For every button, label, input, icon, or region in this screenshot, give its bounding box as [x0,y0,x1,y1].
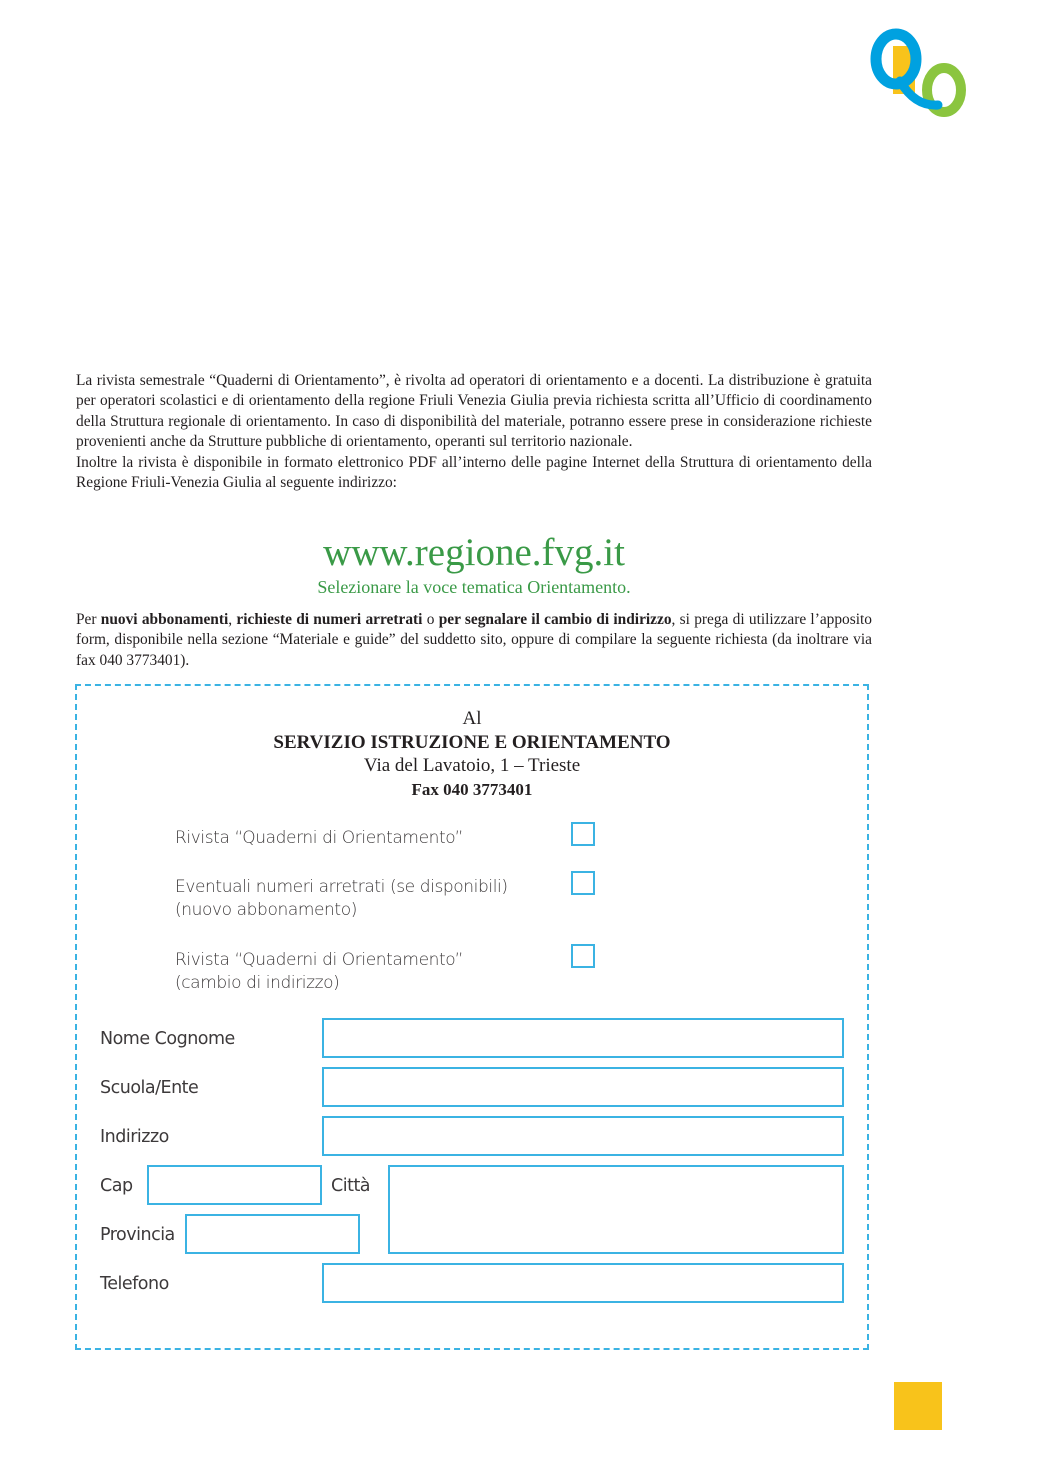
phone-label: Telefono [100,1274,169,1294]
option-label-address-change [175,949,463,995]
province-field[interactable] [185,1214,360,1254]
recipient-fax: Fax 040 3773401 [411,779,533,799]
cap-label: Cap [100,1176,133,1196]
city-label: Città [331,1176,371,1196]
checkbox-address-change[interactable] [571,944,595,968]
recipient-street: Via del Lavatoio, 1 – Trieste [363,755,581,776]
option-3-line-1: Rivista “Quaderni di Orientamento” [175,950,464,970]
intro-paragraph-1: La rivista semestrale “Quaderni di Orientamento”, è rivolta ad operatori di orientamento e a docenti. La distribuzione è gratuita per operatori scolastici e di orientamento della regione Friuli Venezia Giulia previa richiesta scritta all’Ufficio di coordinamento della Struttura regionale di orientamento. In caso di disponibilità del materiale, potranno essere prese in considerazione richieste provenienti anche da Strutture pubbliche di orientamento, operanti sul territorio nazionale. [76,372,872,451]
recipient-address [77,707,867,801]
name-field[interactable] [322,1018,844,1058]
website-block [76,531,872,598]
recipient-prefix: Al [462,708,482,729]
request-text-3: o [422,611,439,628]
option-label-subscription [175,827,463,850]
intro-text [76,371,872,493]
yellow-square-decoration [894,1382,942,1430]
city-field[interactable] [388,1165,844,1254]
recipient-office: SERVIZIO ISTRUZIONE E ORIENTAMENTO [273,731,671,753]
province-label: Provincia [100,1225,175,1245]
address-label: Indirizzo [100,1127,169,1147]
cap-field[interactable] [147,1165,322,1205]
website-hint: Selezionare la voce tematica Orientamento. [317,577,631,597]
name-label: Nome Cognome [100,1029,235,1049]
request-text-1: Per [76,611,101,628]
option-2-line-1: Eventuali numeri arretrati (se disponibili) [175,877,508,897]
checkbox-subscription[interactable] [571,822,595,846]
request-paragraph [76,610,872,671]
request-form [75,684,869,1350]
school-field[interactable] [322,1067,844,1107]
option-3-line-2: (cambio di indirizzo) [175,973,340,993]
website-link[interactable]: www.regione.fvg.it [323,531,625,574]
request-bold-back-issues: richieste di numeri arretrati [236,611,423,628]
option-label-back-issues [175,876,508,922]
qo-logo [866,26,970,118]
address-field[interactable] [322,1116,844,1156]
school-label: Scuola/Ente [100,1078,199,1098]
request-bold-address-change: per segnalare il cambio di indirizzo [438,611,672,628]
phone-field[interactable] [322,1263,844,1303]
intro-paragraph-2: Inoltre la rivista è disponibile in formato elettronico PDF all’interno delle pagine Internet della Struttura di orientamento della Regione Friuli-Venezia Giulia al seguente indirizzo: [76,453,872,492]
request-bold-new-subscriptions: nuovi abbonamenti [100,611,229,628]
request-text-4: , si prega di utilizzare l’apposito form, disponibile nella sezione “Materiale e guide” del suddetto sito, oppure di compilare la seguente richiesta (da inoltrare via fax 040 3773401). [76,611,872,669]
option-1-line-1: Rivista “Quaderni di Orientamento” [175,828,464,848]
option-2-line-2: (nuovo abbonamento) [175,900,357,920]
request-instructions [76,610,872,671]
checkbox-back-issues[interactable] [571,871,595,895]
request-text-2: , [228,611,237,628]
